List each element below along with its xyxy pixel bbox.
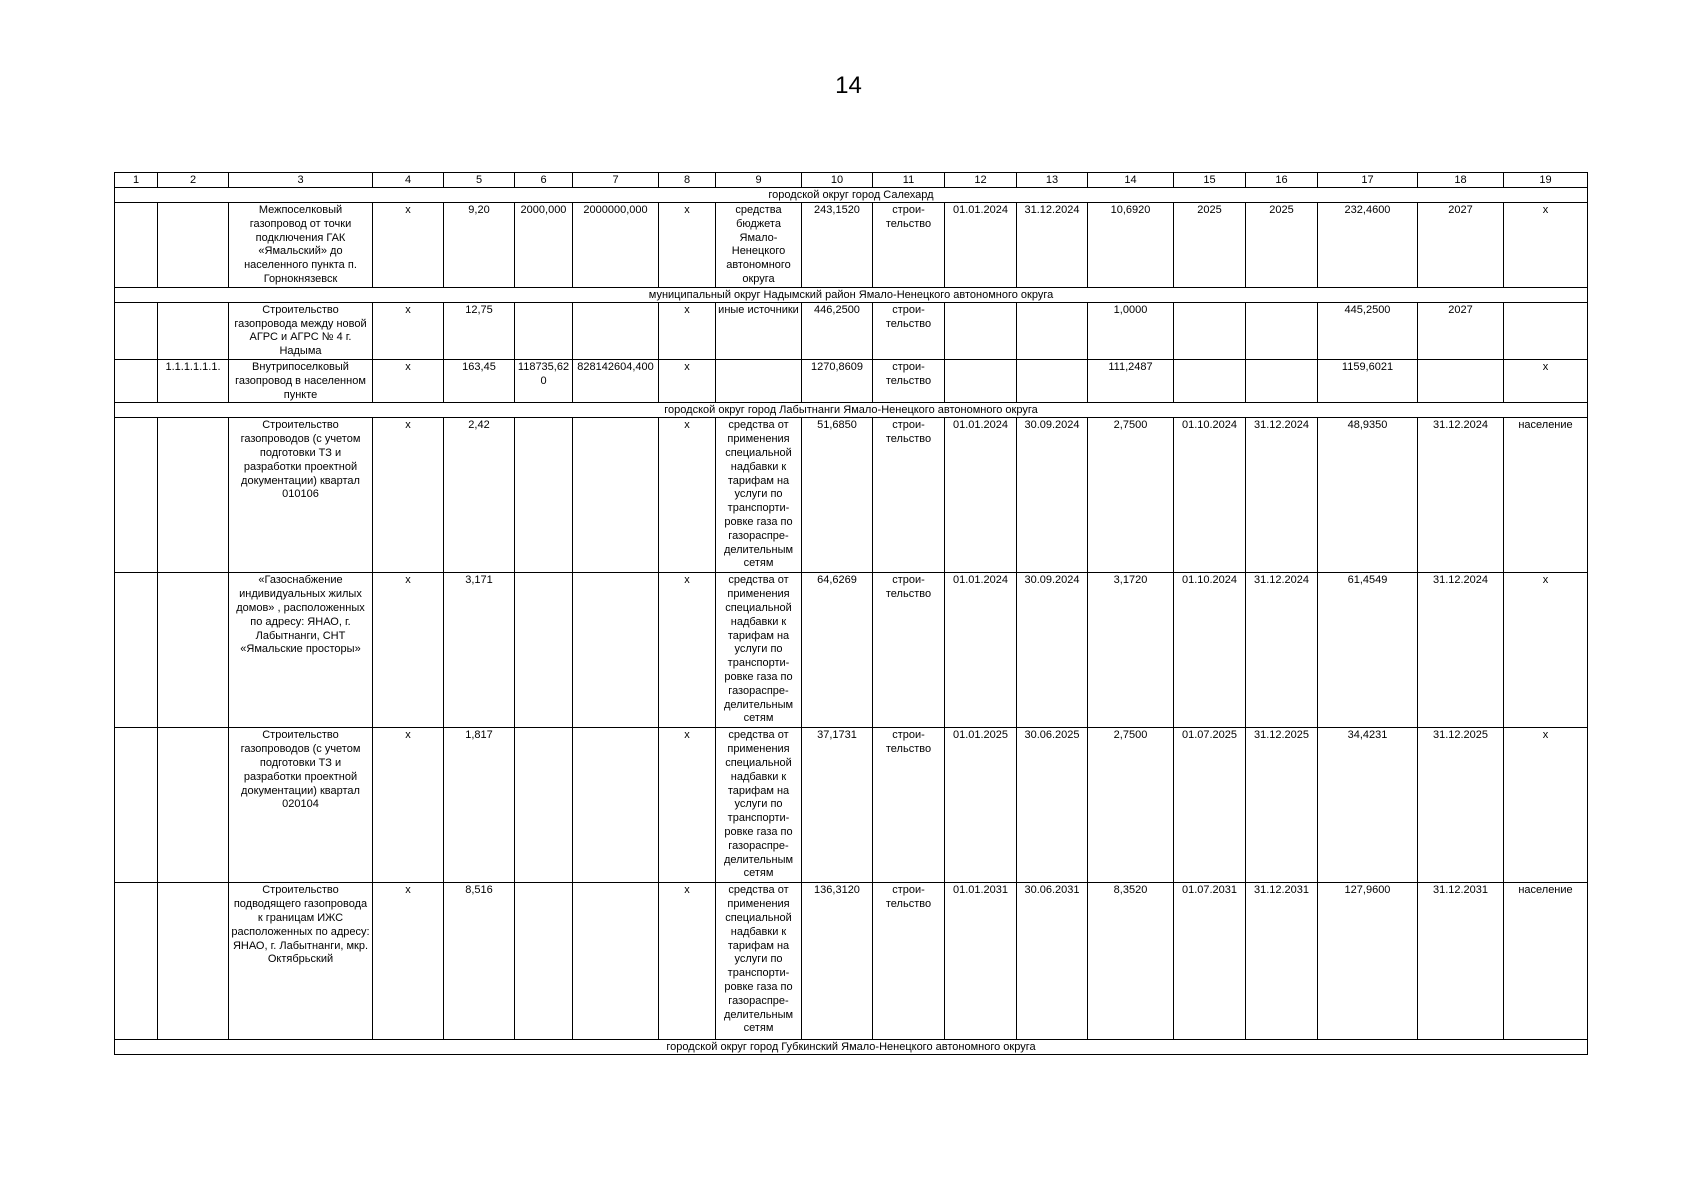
table-cell-col-5: 9,20 [444, 203, 515, 288]
table-cell-col-13: 30.09.2024 [1017, 418, 1088, 573]
table-cell-col-9: средства от применения специальной надбавки к тарифам на услуги по транспорти-ровке газа по газораспре-делительным сетям [716, 573, 802, 728]
table-cell-col-12: 01.01.2031 [945, 883, 1017, 1040]
table-cell-col-8: x [659, 573, 716, 728]
table-cell-col-12 [945, 359, 1017, 402]
table-cell-col-10: 446,2500 [802, 302, 873, 359]
table-cell-col-5: 163,45 [444, 359, 515, 402]
table-cell-col-11: строи-тельство [873, 418, 945, 573]
table-cell-col-13: 30.06.2031 [1017, 883, 1088, 1040]
table-cell-col-3: Строительство газопровода между новой АГРС и АГРС № 4 г. Надыма [229, 302, 373, 359]
table-cell-col-17: 1159,6021 [1318, 359, 1418, 402]
table-cell-col-17: 61,4549 [1318, 573, 1418, 728]
table-cell-col-16: 31.12.2025 [1246, 728, 1318, 883]
table-cell-col-13 [1017, 302, 1088, 359]
table-cell-col-4: x [373, 359, 444, 402]
column-number-cell: 12 [945, 173, 1017, 188]
table-cell-col-10: 37,1731 [802, 728, 873, 883]
table-cell-col-13: 31.12.2024 [1017, 203, 1088, 288]
table-cell-col-11: строи-тельство [873, 573, 945, 728]
table-cell-col-9: средства бюджета Ямало-Ненецкого автономного округа [716, 203, 802, 288]
municipality-title: муниципальный округ Надымский район Ямало-Ненецкого автономного округа [115, 287, 1588, 302]
table-cell-col-6: 2000,000 [515, 203, 573, 288]
table-cell-col-19: x [1504, 573, 1588, 728]
table-cell-col-4: x [373, 883, 444, 1040]
table-cell-col-5: 8,516 [444, 883, 515, 1040]
table-cell-col-8: x [659, 728, 716, 883]
column-number-cell: 17 [1318, 173, 1418, 188]
table-cell-col-5: 1,817 [444, 728, 515, 883]
table-cell-col-10: 51,6850 [802, 418, 873, 573]
table-cell-col-2 [158, 418, 229, 573]
table-cell-col-18: 31.12.2024 [1418, 573, 1504, 728]
column-number-cell: 6 [515, 173, 573, 188]
table-cell-col-18: 31.12.2031 [1418, 883, 1504, 1040]
column-number-cell: 5 [444, 173, 515, 188]
table-cell-col-15: 01.10.2024 [1174, 573, 1246, 728]
column-number-cell: 9 [716, 173, 802, 188]
table-cell-col-7: 828142604,400 [573, 359, 659, 402]
table-cell-col-12: 01.01.2024 [945, 203, 1017, 288]
table-cell-col-11: строи-тельство [873, 302, 945, 359]
table-cell-col-8: x [659, 302, 716, 359]
column-number-cell: 11 [873, 173, 945, 188]
table-cell-col-16: 31.12.2031 [1246, 883, 1318, 1040]
table-cell-col-14: 1,0000 [1088, 302, 1174, 359]
column-number-cell: 3 [229, 173, 373, 188]
table-row [115, 302, 1588, 359]
table-cell-col-8: x [659, 883, 716, 1040]
table-cell-col-3: Строительство подводящего газопровода к границам ИЖС расположенных по адресу: ЯНАО, г. Лабытнанги, мкр. Октябрьский [229, 883, 373, 1040]
table-cell-col-4: x [373, 418, 444, 573]
table-cell-col-7 [573, 302, 659, 359]
table-cell-col-18: 2027 [1418, 302, 1504, 359]
table-cell-col-16: 31.12.2024 [1246, 573, 1318, 728]
table-cell-col-3: «Газоснабжение индивидуальных жилых домов» , расположенных по адресу: ЯНАО, г. Лабытнанги, СНТ «Ямальские просторы» [229, 573, 373, 728]
table-cell-col-15 [1174, 359, 1246, 402]
table-cell-col-19: население [1504, 883, 1588, 1040]
table-cell-col-16: 31.12.2024 [1246, 418, 1318, 573]
table-cell-col-12: 01.01.2024 [945, 573, 1017, 728]
table-cell-col-6 [515, 573, 573, 728]
column-number-cell: 2 [158, 173, 229, 188]
table-cell-col-13: 30.09.2024 [1017, 573, 1088, 728]
table-cell-col-1 [115, 302, 158, 359]
table-row [115, 359, 1588, 402]
table-cell-col-3: Внутрипоселковый газопровод в населенном пункте [229, 359, 373, 402]
table-cell-col-9: иные источники [716, 302, 802, 359]
table-cell-col-7 [573, 573, 659, 728]
table-cell-col-14: 2,7500 [1088, 728, 1174, 883]
table-cell-col-2 [158, 883, 229, 1040]
section-row [115, 1040, 1588, 1055]
table-row [115, 728, 1588, 883]
table-cell-col-16 [1246, 302, 1318, 359]
table-cell-col-14: 10,6920 [1088, 203, 1174, 288]
table-cell-col-10: 243,1520 [802, 203, 873, 288]
table-cell-col-16 [1246, 359, 1318, 402]
table-cell-col-15: 01.07.2031 [1174, 883, 1246, 1040]
table-cell-col-2 [158, 302, 229, 359]
section-row [115, 403, 1588, 418]
table-cell-col-8: x [659, 359, 716, 402]
municipality-title: городской округ город Лабытнанги Ямало-Ненецкого автономного округа [115, 403, 1588, 418]
section-row [115, 188, 1588, 203]
table-cell-col-5: 3,171 [444, 573, 515, 728]
table-cell-col-13 [1017, 359, 1088, 402]
table-cell-col-9: средства от применения специальной надбавки к тарифам на услуги по транспорти-ровке газа по газораспре-делительным сетям [716, 728, 802, 883]
table-cell-col-4: x [373, 728, 444, 883]
table-cell-col-8: x [659, 418, 716, 573]
table-cell-col-5: 12,75 [444, 302, 515, 359]
table-cell-col-6 [515, 302, 573, 359]
table-cell-col-17: 34,4231 [1318, 728, 1418, 883]
table-cell-col-2 [158, 728, 229, 883]
table-cell-col-10: 64,6269 [802, 573, 873, 728]
table-cell-col-3: Строительство газопроводов (с учетом подготовки ТЗ и разработки проектной документации) квартал 020104 [229, 728, 373, 883]
table-cell-col-18: 31.12.2024 [1418, 418, 1504, 573]
table-cell-col-2: 1.1.1.1.1.1. [158, 359, 229, 402]
column-number-cell: 18 [1418, 173, 1504, 188]
table-cell-col-2 [158, 203, 229, 288]
table-cell-col-17: 232,4600 [1318, 203, 1418, 288]
table-cell-col-1 [115, 203, 158, 288]
column-number-cell: 14 [1088, 173, 1174, 188]
table-cell-col-18: 31.12.2025 [1418, 728, 1504, 883]
table-cell-col-18 [1418, 359, 1504, 402]
table-cell-col-14: 2,7500 [1088, 418, 1174, 573]
table-cell-col-4: x [373, 203, 444, 288]
table-cell-col-1 [115, 418, 158, 573]
table-cell-col-13: 30.06.2025 [1017, 728, 1088, 883]
table-cell-col-3: Межпоселковый газопровод от точки подключения ГАК «Ямальский» до населенного пункта п. Горнокнязевск [229, 203, 373, 288]
table-cell-col-19: население [1504, 418, 1588, 573]
table-cell-col-14: 111,2487 [1088, 359, 1174, 402]
table-cell-col-17: 127,9600 [1318, 883, 1418, 1040]
table-cell-col-14: 8,3520 [1088, 883, 1174, 1040]
table-cell-col-2 [158, 573, 229, 728]
table-row [115, 573, 1588, 728]
table-cell-col-11: строи-тельство [873, 203, 945, 288]
column-number-cell: 13 [1017, 173, 1088, 188]
table-cell-col-15: 01.10.2024 [1174, 418, 1246, 573]
table-cell-col-12: 01.01.2025 [945, 728, 1017, 883]
table-cell-col-9: средства от применения специальной надбавки к тарифам на услуги по транспорти-ровке газа по газораспре-делительным сетям [716, 418, 802, 573]
table-cell-col-7 [573, 418, 659, 573]
table-header-row [115, 173, 1588, 188]
column-number-cell: 1 [115, 173, 158, 188]
table-cell-col-3: Строительство газопроводов (с учетом подготовки ТЗ и разработки проектной документации) квартал 010106 [229, 418, 373, 573]
table-cell-col-15: 2025 [1174, 203, 1246, 288]
table-cell-col-7 [573, 883, 659, 1040]
table-cell-col-11: строи-тельство [873, 359, 945, 402]
table-cell-col-7 [573, 728, 659, 883]
table-cell-col-6 [515, 418, 573, 573]
table-cell-col-1 [115, 883, 158, 1040]
table-cell-col-6 [515, 883, 573, 1040]
column-number-cell: 16 [1246, 173, 1318, 188]
table-cell-col-17: 48,9350 [1318, 418, 1418, 573]
table-cell-col-19: x [1504, 728, 1588, 883]
table-cell-col-12: 01.01.2024 [945, 418, 1017, 573]
table-cell-col-4: x [373, 573, 444, 728]
table-cell-col-10: 1270,8609 [802, 359, 873, 402]
column-number-cell: 4 [373, 173, 444, 188]
table-cell-col-11: строи-тельство [873, 883, 945, 1040]
municipality-title: городской округ город Салехард [115, 188, 1588, 203]
table-cell-col-16: 2025 [1246, 203, 1318, 288]
table-cell-col-12 [945, 302, 1017, 359]
column-number-cell: 8 [659, 173, 716, 188]
table-row [115, 418, 1588, 573]
column-number-cell: 15 [1174, 173, 1246, 188]
table-cell-col-9: средства от применения специальной надбавки к тарифам на услуги по транспорти-ровке газа по газораспре-делительным сетям [716, 883, 802, 1040]
table-cell-col-19: x [1504, 359, 1588, 402]
table-row [115, 203, 1588, 288]
table-cell-col-14: 3,1720 [1088, 573, 1174, 728]
section-row [115, 287, 1588, 302]
municipality-title: городской округ город Губкинский Ямало-Ненецкого автономного округа [115, 1040, 1588, 1055]
table-cell-col-1 [115, 728, 158, 883]
investment-program-table [114, 172, 1588, 1055]
column-number-cell: 10 [802, 173, 873, 188]
table-row [115, 883, 1588, 1040]
table-cell-col-4: x [373, 302, 444, 359]
table-cell-col-1 [115, 359, 158, 402]
table-cell-col-15 [1174, 302, 1246, 359]
table-cell-col-11: строи-тельство [873, 728, 945, 883]
column-number-cell: 19 [1504, 173, 1588, 188]
page-number: 14 [835, 72, 862, 99]
table-cell-col-6: 118735,620 [515, 359, 573, 402]
table-cell-col-19 [1504, 302, 1588, 359]
table-cell-col-19: x [1504, 203, 1588, 288]
table-cell-col-9 [716, 359, 802, 402]
table-cell-col-7: 2000000,000 [573, 203, 659, 288]
table-cell-col-10: 136,3120 [802, 883, 873, 1040]
table-cell-col-8: x [659, 203, 716, 288]
table-cell-col-1 [115, 573, 158, 728]
table-cell-col-18: 2027 [1418, 203, 1504, 288]
column-number-cell: 7 [573, 173, 659, 188]
table-cell-col-6 [515, 728, 573, 883]
table-cell-col-17: 445,2500 [1318, 302, 1418, 359]
table-cell-col-15: 01.07.2025 [1174, 728, 1246, 883]
table-cell-col-5: 2,42 [444, 418, 515, 573]
